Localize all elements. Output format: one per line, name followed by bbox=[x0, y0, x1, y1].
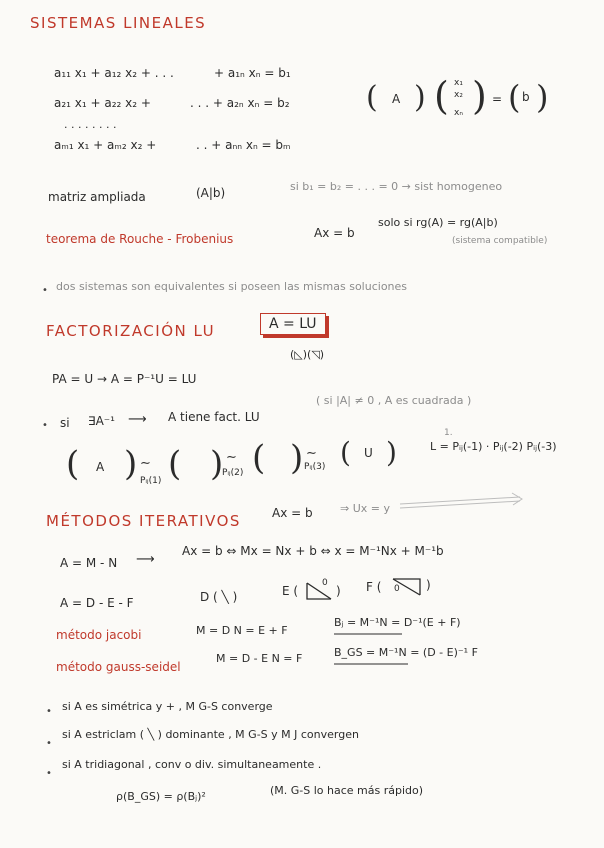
iterativos-eq: Ax = b bbox=[272, 506, 313, 520]
upper-f-label: F ( bbox=[366, 580, 382, 594]
l-eq-superscript: 1. bbox=[444, 428, 453, 438]
lu-shape-note: (◺)(◹) bbox=[290, 348, 325, 361]
split-arrow: ⟶ bbox=[136, 552, 155, 567]
vector-b: b bbox=[522, 90, 530, 104]
system-row-1-left: a₁₁ x₁ + a₁₂ x₂ + . . . bbox=[54, 66, 174, 80]
chain-u-close-paren: ) bbox=[386, 436, 397, 469]
equivalentes-text: dos sistemas son equivalentes si poseen las mismas soluciones bbox=[56, 280, 408, 293]
split-mn: A = M - N bbox=[60, 556, 118, 570]
chain-m2-open-paren: ( bbox=[252, 438, 266, 478]
bullet-icon: • bbox=[46, 738, 52, 749]
page-title: SISTEMAS LINEALES bbox=[30, 14, 207, 32]
gauss-seidel-faster-note: (M. G-S lo hace más rápido) bbox=[270, 784, 424, 797]
tilde-icon: ∼ bbox=[226, 450, 237, 465]
matrix-close-paren: ) bbox=[414, 80, 426, 115]
l-equation: L = Pᵢⱼ(-1) · Pᵢⱼ(-2) Pᵢⱼ(-3) bbox=[430, 440, 557, 453]
vector-b-open-paren: ( bbox=[508, 78, 521, 116]
vector-x-close-paren: ) bbox=[472, 74, 487, 118]
lu-heading: FACTORIZACIÓN LU bbox=[46, 322, 216, 340]
bullet-3: si A tridiagonal , conv o div. simultaneamente . bbox=[62, 758, 322, 771]
lower-e-label: E ( bbox=[282, 584, 299, 598]
gauss-seidel-underline bbox=[334, 662, 410, 666]
matrix-a: A bbox=[392, 92, 401, 106]
system-dots: . . . . . . . . bbox=[64, 118, 117, 131]
upper-zero: 0 bbox=[394, 584, 400, 594]
gauss-seidel-b: B_GS = M⁻¹N = (D - E)⁻¹ F bbox=[334, 646, 478, 659]
lower-triangle-icon bbox=[304, 580, 334, 602]
chain-a-open-paren: ( bbox=[66, 444, 80, 484]
lu-si-label: si bbox=[60, 416, 70, 430]
lu-pa-line: PA = U → A = P⁻¹U = LU bbox=[52, 372, 197, 386]
vector-xn: xₙ bbox=[454, 108, 463, 118]
bullet-1: si A es simétrica y + , M G-S converge bbox=[62, 700, 273, 713]
diagonal-d: D ( ╲ ) bbox=[200, 590, 238, 604]
jacobi-underline bbox=[334, 632, 404, 636]
system-row-3-right: . . + aₙₙ xₙ = bₘ bbox=[196, 138, 291, 152]
ampliada-note: si b₁ = b₂ = . . . = 0 → sist homogeneo bbox=[290, 180, 503, 193]
gauss-seidel-label: método gauss-seidel bbox=[56, 660, 181, 674]
chain-sub-2: Pᵢⱼ(2) bbox=[222, 468, 244, 478]
bullet-icon: • bbox=[46, 706, 52, 717]
lu-result: A tiene fact. LU bbox=[168, 410, 260, 424]
chain-m1-close-paren: ) bbox=[210, 444, 224, 484]
rouche-note: (sistema compatible) bbox=[452, 236, 548, 246]
lu-condition: ( si |A| ≠ 0 , A es cuadrada ) bbox=[316, 394, 472, 407]
bullet-icon: • bbox=[46, 768, 52, 779]
vector-x2: x₂ bbox=[454, 90, 463, 100]
vector-x-open-paren: ( bbox=[434, 74, 449, 118]
chain-u: U bbox=[364, 446, 373, 460]
tilde-icon: ∼ bbox=[306, 446, 317, 461]
ampliada-value: (A|b) bbox=[196, 186, 226, 200]
system-row-2-right: . . . + a₂ₙ xₙ = b₂ bbox=[190, 96, 290, 110]
chain-m2-close-paren: ) bbox=[290, 438, 304, 478]
bullet-2: si A estriclam ( ╲ ) dominante , M G-S y M J convergen bbox=[62, 728, 359, 741]
chain-sub-1: Pᵢⱼ(1) bbox=[140, 476, 162, 486]
chain-sub-3: Pᵢⱼ(3) bbox=[304, 462, 326, 472]
rouche-label: teorema de Rouche - Frobenius bbox=[46, 232, 234, 246]
lower-close-paren: ) bbox=[336, 584, 341, 598]
gauss-seidel-mn: M = D - E N = F bbox=[216, 652, 303, 665]
matrix-equals: = bbox=[492, 92, 503, 106]
iterativos-heading: MÉTODOS ITERATIVOS bbox=[46, 512, 241, 530]
split-def: A = D - E - F bbox=[60, 596, 134, 610]
chain-a-close-paren: ) bbox=[124, 444, 138, 484]
rouche-condition: solo si rg(A) = rg(A|b) bbox=[378, 216, 498, 229]
matrix-open-paren: ( bbox=[366, 80, 378, 115]
lower-zero: 0 bbox=[322, 578, 328, 588]
chain-m1-open-paren: ( bbox=[168, 444, 182, 484]
chain-u-open-paren: ( bbox=[340, 436, 351, 469]
jacobi-mn: M = D N = E + F bbox=[196, 624, 288, 637]
iterativos-implication: ⇒ Ux = y bbox=[340, 502, 390, 515]
jacobi-b: Bⱼ = M⁻¹N = D⁻¹(E + F) bbox=[334, 616, 461, 629]
tilde-icon: ∼ bbox=[140, 456, 151, 471]
bullet-icon: • bbox=[42, 285, 48, 296]
vector-b-close-paren: ) bbox=[536, 78, 549, 116]
spectral-radius: ρ(B_GS) = ρ(Bⱼ)² bbox=[116, 790, 206, 803]
system-row-3-left: aₘ₁ x₁ + aₘ₂ x₂ + bbox=[54, 138, 157, 152]
jacobi-label: método jacobi bbox=[56, 628, 142, 642]
lu-boxed-formula: A = LU bbox=[260, 313, 326, 335]
upper-close-paren: ) bbox=[426, 578, 431, 592]
iterative-derivation: Ax = b ⇔ Mx = Nx + b ⇔ x = M⁻¹Nx + M⁻¹b bbox=[182, 544, 444, 558]
system-row-1-right: + a₁ₙ xₙ = b₁ bbox=[214, 66, 291, 80]
bullet-icon: • bbox=[42, 420, 48, 431]
lu-arrow: ⟶ bbox=[128, 412, 147, 427]
system-row-2-left: a₂₁ x₁ + a₂₂ x₂ + bbox=[54, 96, 151, 110]
ampliada-label: matriz ampliada bbox=[48, 190, 146, 204]
chain-a: A bbox=[96, 460, 105, 474]
rouche-eq: Ax = b bbox=[314, 226, 355, 240]
lu-exists-inverse: ∃A⁻¹ bbox=[88, 414, 115, 428]
vector-x1: x₁ bbox=[454, 78, 463, 88]
